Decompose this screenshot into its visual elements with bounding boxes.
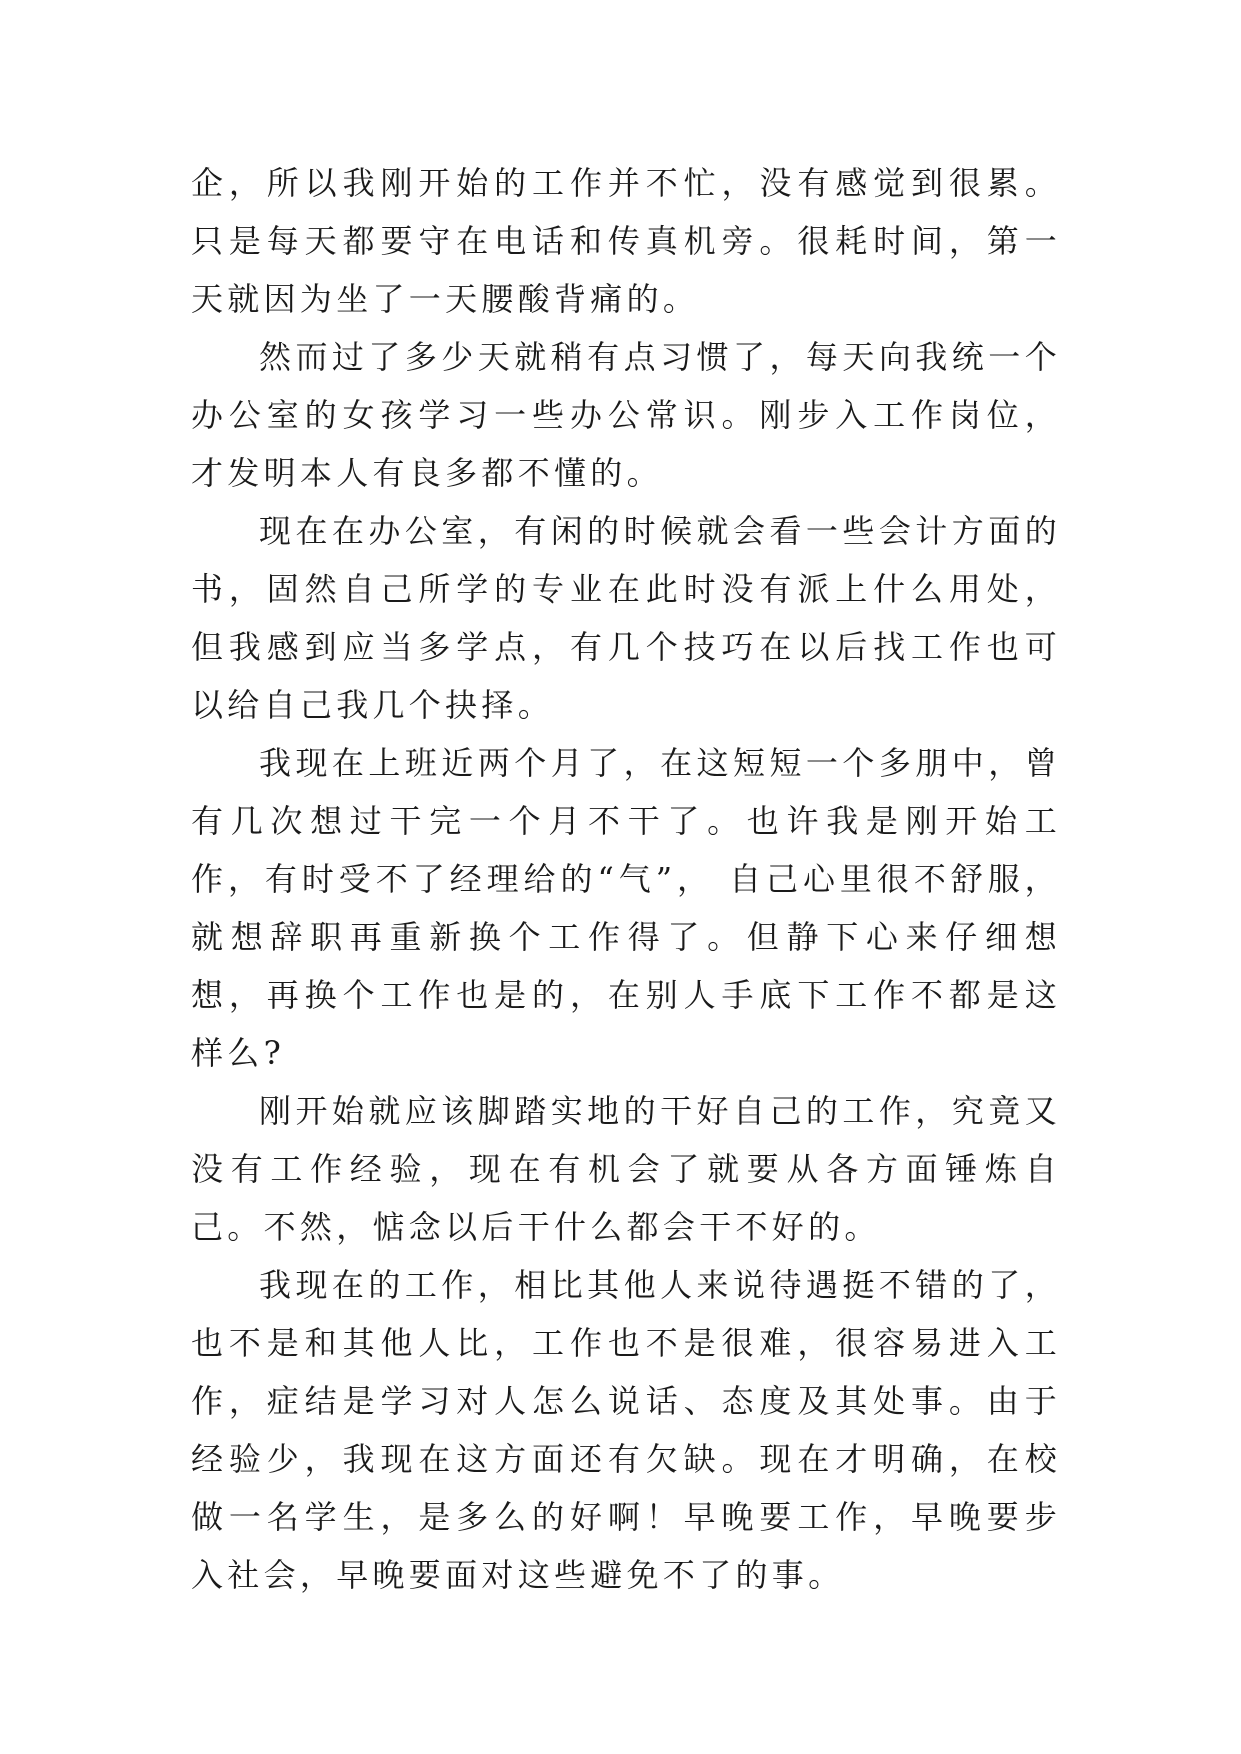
paragraph-1: 企，所以我刚开始的工作并不忙，没有感觉到很累。只是每天都要守在电话和传真机旁。很耗时间，第一天就因为坐了一天腰酸背痛的。 bbox=[191, 164, 1061, 318]
paragraph-5: 刚开始就应该脚踏实地的干好自己的工作，究竟又没有工作经验，现在有机会了就要从各方面锤炼自己。不然，惦念以后干什么都会干不好的。 bbox=[191, 1092, 1061, 1246]
paragraph-4: 我现在上班近两个月了，在这短短一个多朋中，曾有几次想过干完一个月不干了。也许我是刚开始工作，有时受不了经理给的“气”， 自己心里很不舒服，就想辞职再重新换个工作得了。但静下心来仔细想想，再换个工作也是的，在别人手底下工作不都是这样么? bbox=[191, 744, 1061, 1072]
paragraph-3: 现在在办公室，有闲的时候就会看一些会计方面的书，固然自己所学的专业在此时没有派上什么用处，但我感到应当多学点，有几个技巧在以后找工作也可以给自己我几个抉择。 bbox=[191, 512, 1061, 724]
document-body bbox=[191, 154, 1061, 1604]
paragraph-6: 我现在的工作，相比其他人来说待遇挺不错的了，也不是和其他人比，工作也不是很难，很容易进入工作，症结是学习对人怎么说话、态度及其处事。由于经验少，我现在这方面还有欠缺。现在才明确，在校做一名学生，是多么的好啊！早晚要工作，早晚要步入社会，早晚要面对这些避免不了的事。 bbox=[191, 1266, 1061, 1594]
paragraph-2: 然而过了多少天就稍有点习惯了，每天向我统一个办公室的女孩学习一些办公常识。刚步入工作岗位，才发明本人有良多都不懂的。 bbox=[191, 338, 1061, 492]
